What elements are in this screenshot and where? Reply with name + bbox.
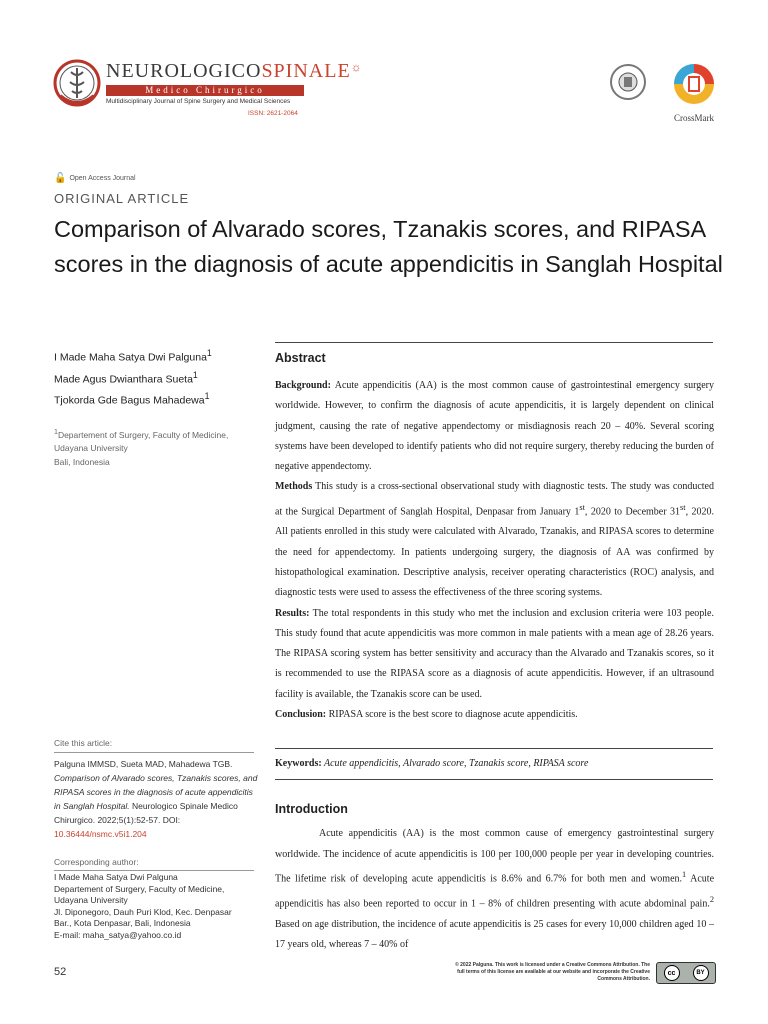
abstract-heading: Abstract <box>275 351 326 365</box>
affiliation: $^1$Departement of Surgery, Faculty of Medicine, Udayana University Bali, Indonesia <box>54 428 229 467</box>
journal-logo-icon <box>52 58 102 108</box>
email-link[interactable]: E-mail: maha_satya@yahoo.co.id <box>54 929 182 940</box>
divider <box>54 752 254 753</box>
cite-label: Cite this article: <box>54 738 113 748</box>
journal-tagline: Multidisciplinary Journal of Spine Surgery and Medical Sciences <box>106 98 291 105</box>
divider <box>275 342 713 343</box>
abstract-results: Results: The total respondents in this study who met the inclusion and exclusion criteria were 103 people. This study found that acute appendicitis was more common in male patients with a mean age of 28.26 years. The RIPASA scoring system has better sensitivity and accuracy than the Alvarado and Tzanakis scores, so it is recommended to use the RIPASA score as a diagnosis of acute appendicitis. However, if an ultrasound facility is available, the Tzanakis score can be used. <box>275 607 714 700</box>
doi-link[interactable]: 10.36444/nsmc.v5i1.204 <box>54 829 147 839</box>
open-access-label: 🔓 Open Access Journal <box>54 173 136 184</box>
cc-icon: cc <box>664 965 680 981</box>
introduction-heading: Introduction <box>275 802 348 816</box>
divider <box>54 870 254 871</box>
by-icon: BY <box>693 965 709 981</box>
corresponding-label: Corresponding author: <box>54 857 139 867</box>
cc-by-badge[interactable] <box>656 962 716 984</box>
author-list <box>54 345 212 410</box>
article-type: ORIGINAL ARTICLE <box>54 191 190 206</box>
indoscholar-logo-icon[interactable] <box>610 64 646 100</box>
open-lock-icon: 🔓 <box>54 173 67 184</box>
abstract-body <box>275 376 714 725</box>
abstract-methods: Methods This study is a cross-sectional observational study with diagnostic tests. The study was conducted at the Surgical Department of Sanglah Hospital, Denpasar from January 1st, 2020 to December 31st, 2020. All patients enrolled in this study were calculated with Alvarado, Tzanakis, and RIPASA scores to determine the need for appendectomy. In patients undergoing surgery, the diagnosis of AA was confirmed by histopathological examination. Descriptive analysis, receiver operating characteristics (ROC) analysis, and diagnostic tests were used to assess the effectiveness of the three scoring systems. <box>275 481 714 599</box>
journal-name-mark-icon: ☼ <box>350 60 363 74</box>
author-item: I Made Maha Satya Dwi Palguna$^1$ <box>54 348 212 364</box>
issn: ISSN: 2621-2064 <box>248 110 298 117</box>
crossmark-badge[interactable] <box>672 62 716 123</box>
abstract-background: Background: Acute appendicitis (AA) is the most common cause of gastrointestinal emergency surgery worldwide. However, to confirm the diagnosis of acute appendicitis, it is largely dependent on clinical judgment, causing the rate of negative appendectomy or misdiagnosis reach 20 – 40%. Several scoring systems have been developed to identify patients who did not require surgery, thereby reducing the burden of negative appendectomy. <box>275 380 714 473</box>
abstract-conclusion: Conclusion: RIPASA score is the best score to diagnose acute appendicitis. <box>275 709 578 721</box>
divider <box>275 779 713 780</box>
page-number: 52 <box>54 966 67 978</box>
license-text: © 2022 Palguna. This work is licensed under a Creative Commons Attribution. The full terms of this license are available at our website and incorporate the Creative Commons Attribution. <box>455 962 650 982</box>
corresponding-author-block: I Made Maha Satya Dwi Palguna Departement of Surgery, Faculty of Medicine, Udayana University Jl. Diponegoro, Dauh Puri Klod, Kec. Denpasar Bar., Kota Denpasar, Bali, Indonesia E-mail: maha_satya@yahoo.co.id <box>54 872 259 941</box>
keywords: Keywords: Acute appendicitis, Alvarado score, Tzanakis score, RIPASA score <box>275 758 589 769</box>
journal-brand <box>106 60 363 105</box>
citation-block: Palguna IMMSD, Sueta MAD, Mahadewa TGB. Comparison of Alvarado scores, Tzanakis scores, and RIPASA scores in the diagnosis of acute appendicitis in Sanglah Hospital. Neurologico Spinale Medico Chirurgico. 2022;5(1):52-57. DOI: 10.36444/nsmc.v5i1.204 <box>54 759 258 839</box>
author-item: Made Agus Dwianthara Sueta$^1$ <box>54 369 198 385</box>
author-item: Tjokorda Gde Bagus Mahadewa$^1$ <box>54 391 210 407</box>
introduction-body: Acute appendicitis (AA) is the most common cause of emergency gastrointestinal surgery worldwide. The incidence of acute appendicitis is 100 per 100,000 people per year in developing countries. The lifetime risk of developing acute appendicitis is 8.6% and 6.7% for both men and women.$^1$ Acute appendicitis has also been reported to occur in 1 – 8% of children presenting with acute abdominal pain.$^2$ Based on age distribution, the incidence of acute appendicitis is 25 cases for every 10,000 children aged 10 – 17 years old, whereas 7 – 40% of <box>275 828 715 951</box>
article-title: Comparison of Alvarado scores, Tzanakis scores, and RIPASA scores in the diagnosis of acute appendicitis in Sanglah Hospital <box>54 216 723 277</box>
divider <box>275 748 713 749</box>
journal-name: NEUROLOGICOSPINALE☼ <box>106 60 363 82</box>
crossmark-icon <box>672 62 716 106</box>
journal-subtitle: Medico Chirurgico <box>106 85 304 96</box>
crossmark-label: CrossMark <box>674 113 714 123</box>
